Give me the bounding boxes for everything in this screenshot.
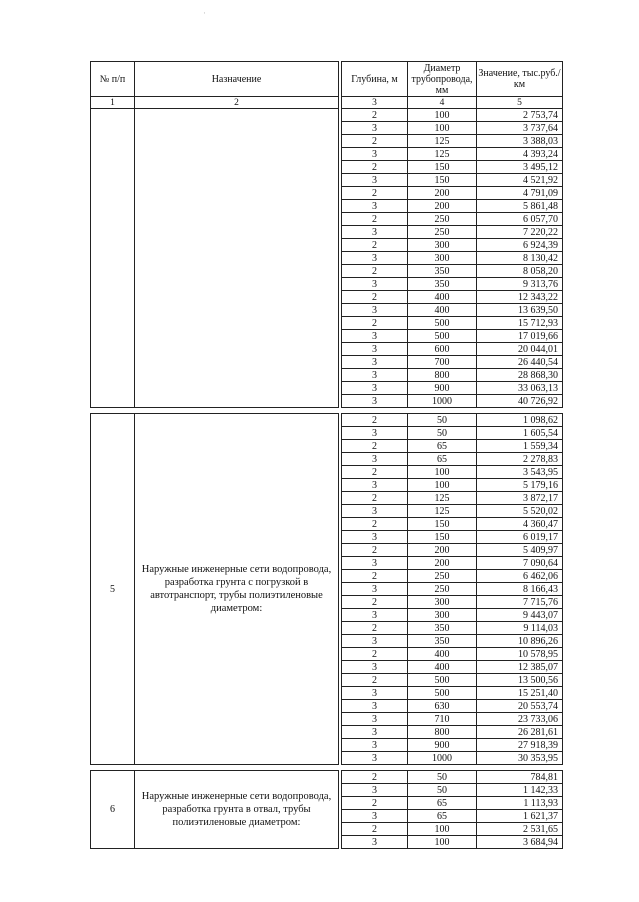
diameter-cell: 200: [408, 544, 477, 557]
value-cell: 6 462,06: [477, 570, 563, 583]
value-cell: 7 220,22: [477, 226, 563, 239]
diameter-cell: 1000: [408, 395, 477, 408]
value-cell: 4 360,47: [477, 518, 563, 531]
diameter-cell: 50: [408, 427, 477, 440]
value-cell: 33 063,13: [477, 382, 563, 395]
diameter-cell: 350: [408, 278, 477, 291]
value-cell: 26 440,54: [477, 356, 563, 369]
value-cell: 3 684,94: [477, 836, 563, 849]
depth-cell: 3: [342, 304, 408, 317]
value-cell: 7 715,76: [477, 596, 563, 609]
value-cell: 5 520,02: [477, 505, 563, 518]
value-cell: 2 531,65: [477, 823, 563, 836]
table-row: [91, 771, 563, 784]
diameter-cell: 300: [408, 239, 477, 252]
value-cell: 6 057,70: [477, 213, 563, 226]
diameter-cell: 350: [408, 635, 477, 648]
depth-cell: 2: [342, 797, 408, 810]
value-cell: 1 621,37: [477, 810, 563, 823]
diameter-cell: 125: [408, 492, 477, 505]
diameter-cell: 200: [408, 200, 477, 213]
depth-cell: 2: [342, 570, 408, 583]
diameter-cell: 300: [408, 609, 477, 622]
diameter-cell: 50: [408, 784, 477, 797]
colnum-1: 1: [91, 97, 135, 109]
depth-cell: 3: [342, 330, 408, 343]
diameter-cell: 800: [408, 369, 477, 382]
depth-cell: 2: [342, 596, 408, 609]
value-cell: 1 559,34: [477, 440, 563, 453]
depth-cell: 2: [342, 109, 408, 122]
diameter-cell: 300: [408, 596, 477, 609]
purpose-cell: [135, 109, 339, 408]
diameter-cell: 500: [408, 330, 477, 343]
diameter-cell: 500: [408, 317, 477, 330]
diameter-cell: 250: [408, 226, 477, 239]
depth-cell: 3: [342, 369, 408, 382]
depth-cell: 3: [342, 726, 408, 739]
colnum-2: 2: [135, 97, 339, 109]
depth-cell: 2: [342, 544, 408, 557]
depth-cell: 3: [342, 661, 408, 674]
value-cell: 3 872,17: [477, 492, 563, 505]
depth-cell: 2: [342, 648, 408, 661]
diameter-cell: 1000: [408, 752, 477, 765]
diameter-cell: 50: [408, 771, 477, 784]
diameter-cell: 100: [408, 823, 477, 836]
row-number: [91, 109, 135, 408]
diameter-cell: 500: [408, 687, 477, 700]
diameter-cell: 400: [408, 648, 477, 661]
diameter-cell: 900: [408, 739, 477, 752]
diameter-cell: 100: [408, 466, 477, 479]
value-cell: 20 553,74: [477, 700, 563, 713]
diameter-cell: 350: [408, 622, 477, 635]
value-cell: 5 409,97: [477, 544, 563, 557]
value-cell: 4 791,09: [477, 187, 563, 200]
diameter-cell: 600: [408, 343, 477, 356]
depth-cell: 3: [342, 609, 408, 622]
header-row: [91, 62, 563, 97]
diameter-cell: 500: [408, 674, 477, 687]
page-mark: ·: [203, 8, 206, 18]
value-cell: 10 578,95: [477, 648, 563, 661]
value-cell: 3 495,12: [477, 161, 563, 174]
depth-cell: 3: [342, 836, 408, 849]
value-cell: 1 113,93: [477, 797, 563, 810]
diameter-cell: 65: [408, 453, 477, 466]
column-number-row: [91, 97, 563, 109]
depth-cell: 3: [342, 395, 408, 408]
depth-cell: 3: [342, 174, 408, 187]
value-cell: 2 753,74: [477, 109, 563, 122]
diameter-cell: 800: [408, 726, 477, 739]
depth-cell: 3: [342, 148, 408, 161]
depth-cell: 3: [342, 479, 408, 492]
value-cell: 28 868,30: [477, 369, 563, 382]
table-body: [91, 109, 563, 849]
value-cell: 3 388,03: [477, 135, 563, 148]
value-cell: 20 044,01: [477, 343, 563, 356]
value-cell: 26 281,61: [477, 726, 563, 739]
value-cell: 6 924,39: [477, 239, 563, 252]
value-cell: 3 737,64: [477, 122, 563, 135]
value-cell: 13 639,50: [477, 304, 563, 317]
diameter-cell: 150: [408, 174, 477, 187]
diameter-cell: 250: [408, 583, 477, 596]
depth-cell: 2: [342, 518, 408, 531]
depth-cell: 2: [342, 239, 408, 252]
diameter-cell: 50: [408, 414, 477, 427]
depth-cell: 2: [342, 440, 408, 453]
depth-cell: 2: [342, 135, 408, 148]
value-cell: 8 166,43: [477, 583, 563, 596]
diameter-cell: 100: [408, 122, 477, 135]
value-cell: 30 353,95: [477, 752, 563, 765]
diameter-cell: 125: [408, 148, 477, 161]
value-cell: 7 090,64: [477, 557, 563, 570]
diameter-cell: 250: [408, 570, 477, 583]
depth-cell: 3: [342, 122, 408, 135]
depth-cell: 3: [342, 278, 408, 291]
depth-cell: 3: [342, 752, 408, 765]
diameter-cell: 400: [408, 291, 477, 304]
diameter-cell: 150: [408, 161, 477, 174]
value-cell: 2 278,83: [477, 453, 563, 466]
diameter-cell: 100: [408, 109, 477, 122]
depth-cell: 3: [342, 531, 408, 544]
header-depth: Глубина, м: [342, 62, 408, 97]
diameter-cell: 200: [408, 557, 477, 570]
value-cell: 9 114,03: [477, 622, 563, 635]
depth-cell: 3: [342, 453, 408, 466]
value-cell: 4 521,92: [477, 174, 563, 187]
value-cell: 9 313,76: [477, 278, 563, 291]
depth-cell: 3: [342, 739, 408, 752]
diameter-cell: 400: [408, 304, 477, 317]
value-cell: 4 393,24: [477, 148, 563, 161]
depth-cell: 3: [342, 557, 408, 570]
value-cell: 8 130,42: [477, 252, 563, 265]
diameter-cell: 100: [408, 836, 477, 849]
colnum-4: 4: [408, 97, 477, 109]
value-cell: 27 918,39: [477, 739, 563, 752]
value-cell: 5 179,16: [477, 479, 563, 492]
depth-cell: 3: [342, 784, 408, 797]
diameter-cell: 150: [408, 531, 477, 544]
purpose-cell: Наружные инженерные сети водопровода, разработка грунта с погрузкой в автотранспорт, трубы полиэтиленовые диаметром:: [135, 414, 339, 765]
row-number: 5: [91, 414, 135, 765]
depth-cell: 3: [342, 226, 408, 239]
diameter-cell: 350: [408, 265, 477, 278]
diameter-cell: 300: [408, 252, 477, 265]
diameter-cell: 100: [408, 479, 477, 492]
value-cell: 23 733,06: [477, 713, 563, 726]
depth-cell: 2: [342, 187, 408, 200]
value-cell: 15 251,40: [477, 687, 563, 700]
depth-cell: 3: [342, 382, 408, 395]
value-cell: 15 712,93: [477, 317, 563, 330]
value-cell: 1 098,62: [477, 414, 563, 427]
depth-cell: 3: [342, 343, 408, 356]
diameter-cell: 125: [408, 135, 477, 148]
depth-cell: 2: [342, 161, 408, 174]
value-cell: 1 142,33: [477, 784, 563, 797]
header-diameter: Диаметр трубопровода, мм: [408, 62, 477, 97]
depth-cell: 2: [342, 317, 408, 330]
tariff-table: [90, 61, 563, 849]
depth-cell: 3: [342, 583, 408, 596]
depth-cell: 2: [342, 674, 408, 687]
table-row: [91, 109, 563, 122]
purpose-cell: Наружные инженерные сети водопровода, разработка грунта в отвал, трубы полиэтиленовые диаметром:: [135, 771, 339, 849]
depth-cell: 2: [342, 213, 408, 226]
diameter-cell: 700: [408, 356, 477, 369]
value-cell: 5 861,48: [477, 200, 563, 213]
value-cell: 1 605,54: [477, 427, 563, 440]
depth-cell: 2: [342, 771, 408, 784]
depth-cell: 3: [342, 635, 408, 648]
depth-cell: 3: [342, 810, 408, 823]
depth-cell: 3: [342, 356, 408, 369]
colnum-3: 3: [342, 97, 408, 109]
depth-cell: 2: [342, 492, 408, 505]
depth-cell: 3: [342, 700, 408, 713]
value-cell: 784,81: [477, 771, 563, 784]
value-cell: 17 019,66: [477, 330, 563, 343]
diameter-cell: 250: [408, 213, 477, 226]
value-cell: 12 385,07: [477, 661, 563, 674]
depth-cell: 3: [342, 252, 408, 265]
depth-cell: 2: [342, 265, 408, 278]
table-row: [91, 414, 563, 427]
diameter-cell: 400: [408, 661, 477, 674]
depth-cell: 2: [342, 622, 408, 635]
diameter-cell: 200: [408, 187, 477, 200]
depth-cell: 3: [342, 427, 408, 440]
depth-cell: 2: [342, 823, 408, 836]
depth-cell: 2: [342, 291, 408, 304]
diameter-cell: 65: [408, 440, 477, 453]
diameter-cell: 150: [408, 518, 477, 531]
diameter-cell: 900: [408, 382, 477, 395]
value-cell: 12 343,22: [477, 291, 563, 304]
value-cell: 40 726,92: [477, 395, 563, 408]
diameter-cell: 630: [408, 700, 477, 713]
value-cell: 9 443,07: [477, 609, 563, 622]
header-purpose: Назначение: [135, 62, 339, 97]
depth-cell: 3: [342, 687, 408, 700]
value-cell: 10 896,26: [477, 635, 563, 648]
depth-cell: 3: [342, 200, 408, 213]
depth-cell: 2: [342, 466, 408, 479]
colnum-5: 5: [477, 97, 563, 109]
value-cell: 13 500,56: [477, 674, 563, 687]
value-cell: 6 019,17: [477, 531, 563, 544]
value-cell: 8 058,20: [477, 265, 563, 278]
diameter-cell: 710: [408, 713, 477, 726]
depth-cell: 2: [342, 414, 408, 427]
row-number: 6: [91, 771, 135, 849]
header-value: Значение, тыс.руб./км: [477, 62, 563, 97]
diameter-cell: 65: [408, 797, 477, 810]
diameter-cell: 125: [408, 505, 477, 518]
value-cell: 3 543,95: [477, 466, 563, 479]
header-num: № п/п: [91, 62, 135, 97]
depth-cell: 3: [342, 713, 408, 726]
depth-cell: 3: [342, 505, 408, 518]
diameter-cell: 65: [408, 810, 477, 823]
